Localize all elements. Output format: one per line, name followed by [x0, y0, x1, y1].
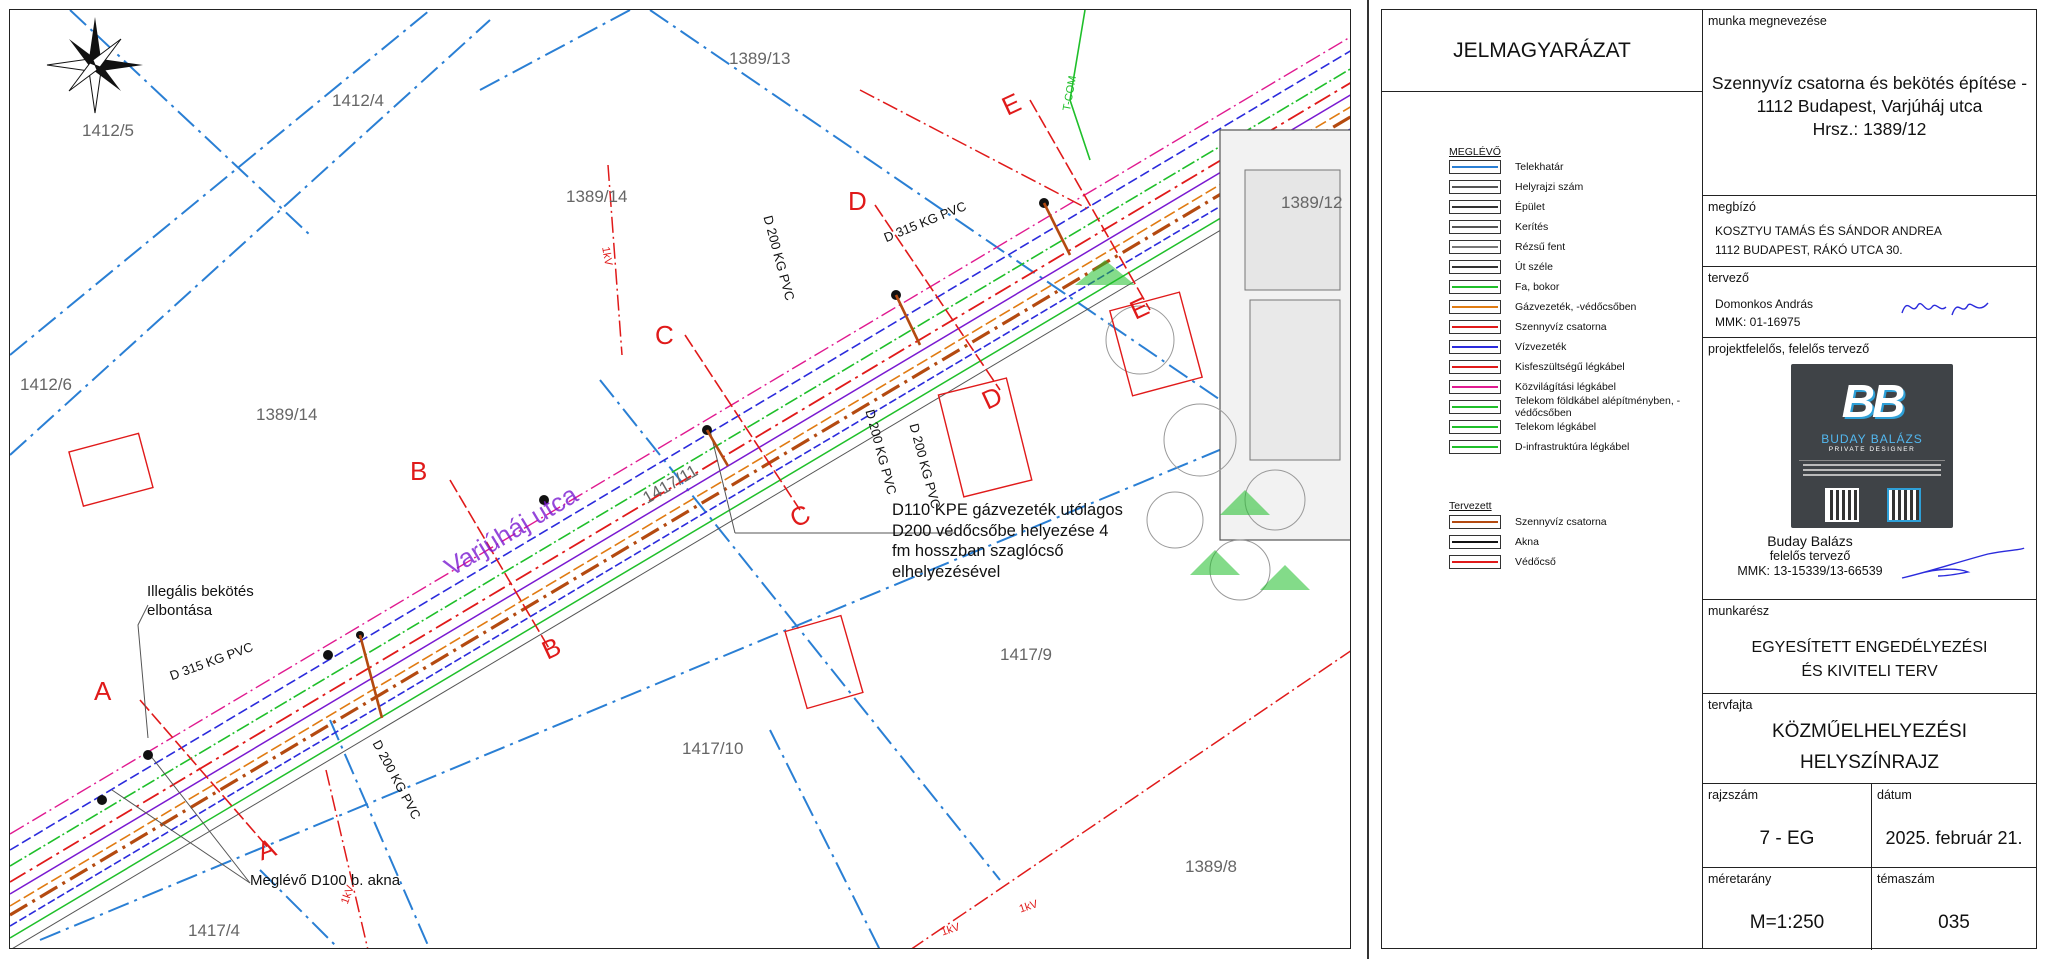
legend-symbol-icon [1449, 300, 1501, 314]
cell-client [1703, 196, 2036, 267]
north-arrow-icon [47, 17, 143, 113]
legend-label: Telekom földkábel alépítményben, -védőcsőben [1515, 395, 1681, 419]
cell-project-lead [1703, 338, 2036, 600]
part-line-1: EGYESÍTETT ENGEDÉLYEZÉSI [1751, 639, 1988, 656]
legend-item [1449, 218, 1548, 236]
note-gas-pipe: D110 KPE gázvezeték utólagos D200 védőcsőbe helyezése 4 fm hosszban szaglócső elhelyezésével [892, 501, 1123, 581]
legend-item [1449, 418, 1596, 436]
legend-title: JELMAGYARÁZAT [1382, 10, 1702, 92]
note-existing-manhole: Meglévő D100 b. akna [250, 872, 401, 889]
type-line-2: HELYSZÍNRAJZ [1799, 752, 1939, 773]
legend-item [1449, 395, 1702, 419]
legend-label: Út széle [1515, 261, 1553, 273]
legend-symbol-icon [1449, 400, 1501, 414]
lead-name: Buday Balázs [1767, 533, 1853, 549]
building-hatch [1220, 130, 1351, 540]
designer-mmk: MMK: 01-16975 [1715, 315, 1801, 329]
client-name: KOSZTYU TAMÁS ÉS SÁNDOR ANDREA [1715, 224, 1942, 238]
lead-signature-icon [1898, 544, 2028, 584]
drawno-caption: rajzszám [1708, 788, 1759, 802]
part-caption: munkarész [1708, 604, 1770, 618]
legend-symbol-icon [1449, 180, 1501, 194]
section-b-start: B [410, 456, 428, 486]
legend-label: Kisfeszültségű légkábel [1515, 361, 1625, 373]
cell-part [1703, 600, 2036, 694]
legend-symbol-icon [1449, 260, 1501, 274]
type-caption: tervfajta [1708, 698, 1753, 712]
legend-label: Vízvezeték [1515, 341, 1567, 353]
pipe-label-d200-top: D 200 KG PVC [760, 213, 798, 303]
note-illegal-connection: Illegális bekötés elbontása [147, 583, 254, 619]
parcel-line [10, 20, 490, 455]
legend-label: Épület [1515, 201, 1545, 213]
parcel-1412-4: 1412/4 [332, 91, 384, 110]
legend-symbol-icon [1449, 280, 1501, 294]
cable-tag: 1kV [339, 883, 357, 906]
drawing-date: 2025. február 21. [1885, 828, 2023, 848]
parcel-1417-4: 1417/4 [188, 921, 240, 940]
legend-planned-heading: Tervezett [1449, 500, 1492, 512]
work-line-2: 1112 Budapest, Varjúháj utca [1756, 96, 1983, 116]
legend-existing-heading: MEGLÉVŐ [1449, 146, 1501, 158]
legend-item [1449, 358, 1625, 376]
utility-corridor [10, 36, 1351, 949]
legend-symbol-icon [1449, 240, 1501, 254]
legend-label: Akna [1515, 536, 1539, 548]
drawing-number: 7 - EG [1759, 828, 1815, 849]
cell-designer [1703, 267, 2036, 338]
section-a-start: A [94, 676, 112, 706]
drawing-scale: M=1:250 [1749, 912, 1825, 933]
topic-caption: témaszám [1877, 872, 1935, 886]
legend-label: Helyrajzi szám [1515, 181, 1584, 193]
legend-label: Telekhatár [1515, 161, 1564, 173]
parcel-1389-12: 1389/12 [1281, 193, 1343, 212]
qr-code-icon [1825, 488, 1859, 522]
legend-panel [1381, 9, 1703, 949]
qr-code-icon [1887, 488, 1921, 522]
section-c-start: C [655, 320, 674, 350]
part-title [1703, 636, 2036, 684]
cable-tag: 1kV [1017, 898, 1040, 916]
pipe-label-d315-upper: D 315 KG PVC [881, 198, 969, 245]
legend-symbol-icon [1449, 360, 1501, 374]
type-line-1: KÖZMŰELHELYEZÉSI [1772, 721, 1967, 742]
scale-caption: méretarány [1708, 872, 1772, 886]
legend-label: Fa, bokor [1515, 281, 1560, 293]
work-line-3: Hrsz.: 1389/12 [1812, 119, 1927, 139]
cable-tag: 1kV [599, 245, 615, 267]
power-cables [326, 86, 1351, 949]
parcel-1389-14-b: 1389/14 [256, 405, 318, 424]
legend-label: Telekom légkábel [1515, 421, 1597, 433]
client-info [1715, 222, 1942, 260]
legend-label: Gázvezeték, -védőcsőben [1515, 301, 1637, 313]
legend-symbol-icon [1449, 515, 1501, 529]
lead-mmk: MMK: 13-15339/13-66539 [1737, 564, 1883, 578]
cell-plan-type [1703, 694, 2036, 784]
site-plan-map[interactable] [9, 9, 1351, 949]
designer-info [1715, 295, 1813, 331]
section-e-end: E [1125, 290, 1154, 326]
section-e-start: E [997, 86, 1026, 122]
legend-symbol-icon [1449, 340, 1501, 354]
legend-symbol-icon [1449, 320, 1501, 334]
parcel-1417-11: 1417/11 [639, 461, 702, 508]
title-block [1703, 9, 2037, 949]
designer-signature-icon [1898, 293, 1993, 323]
work-line-1: Szennyvíz csatorna és bekötés építése - [1711, 73, 2028, 93]
logo-name: BUDAY BALÁZS [1821, 432, 1923, 446]
legend-symbol-icon [1449, 535, 1501, 549]
lead-role: felelős tervező [1769, 549, 1851, 563]
logo-subtitle: PRIVATE DESIGNER [1828, 446, 1916, 453]
sheet-separator [1367, 0, 1369, 959]
legend-symbol-icon [1449, 420, 1501, 434]
legend-label: Közvilágítási légkábel [1515, 381, 1616, 393]
cell-work [1703, 10, 2036, 196]
parcel-1389-14-a: 1389/14 [566, 187, 628, 206]
cell-drawing-number-date [1703, 784, 2036, 868]
legend-symbol-icon [1449, 200, 1501, 214]
legend-symbol-icon [1449, 555, 1501, 569]
legend-symbol-icon [1449, 380, 1501, 394]
parcel-1417-9: 1417/9 [1000, 645, 1052, 664]
client-address: 1112 BUDAPEST, RÁKÓ UTCA 30. [1715, 243, 1903, 257]
parcel-1389-8: 1389/8 [1185, 857, 1237, 876]
legend-item [1449, 533, 1539, 551]
legend-item [1449, 238, 1565, 256]
pipe-label-d315-lower: D 315 KG PVC [167, 639, 255, 684]
cell-scale-topic [1703, 868, 2036, 950]
legend-item [1449, 158, 1563, 176]
legend-label: Kerítés [1515, 221, 1549, 233]
lead-info [1735, 534, 1885, 579]
legend-item [1449, 298, 1636, 316]
section-c-end: C [785, 498, 815, 534]
pipe-label-d200-lower: D 200 KG PVC [369, 737, 424, 822]
legend-item [1449, 338, 1566, 356]
pipe-label-d200-mid-b: D 200 KG PVC [906, 421, 944, 511]
section-d-end: D [977, 380, 1007, 416]
parcel-1389-13: 1389/13 [729, 49, 791, 68]
legend-item [1449, 318, 1607, 336]
section-d-start: D [848, 186, 867, 216]
work-title [1703, 72, 2036, 141]
project-caption: projektfelelős, felelős tervező [1708, 342, 1870, 356]
legend-label: Védőcső [1515, 556, 1556, 568]
legend-item [1449, 258, 1553, 276]
legend-item [1449, 198, 1545, 216]
date-caption: dátum [1877, 788, 1912, 802]
legend-symbol-icon [1449, 440, 1501, 454]
road-name: Varjúháj utca [438, 479, 583, 583]
parcel-line [480, 10, 630, 90]
topic-number: 035 [1938, 912, 1970, 933]
service-connections [360, 203, 1070, 718]
work-caption: munka megnevezése [1708, 14, 1827, 28]
legend-item [1449, 278, 1559, 296]
parcel-1417-10: 1417/10 [682, 739, 744, 758]
existing-box [69, 433, 153, 506]
designer-caption: tervező [1708, 271, 1749, 285]
legend-item [1449, 178, 1583, 196]
legend-label: Szennyvíz csatorna [1515, 516, 1607, 528]
part-line-2: ÉS KIVITELI TERV [1801, 663, 1938, 680]
cable-tag: 1kV [939, 921, 962, 939]
client-caption: megbízó [1708, 200, 1756, 214]
parcel-line [770, 730, 880, 949]
designer-logo-icon: BB BUDAY BALÁZS PRIVATE DESIGNER [1791, 364, 1953, 528]
parcel-line [600, 380, 1000, 880]
type-title [1703, 716, 2036, 778]
legend-item [1449, 378, 1616, 396]
designer-name: Domonkos András [1715, 297, 1814, 311]
legend-item [1449, 513, 1607, 531]
legend-item [1449, 438, 1629, 456]
section-a-end: A [253, 832, 280, 867]
parcel-1412-5: 1412/5 [82, 121, 134, 140]
legend-symbol-icon [1449, 220, 1501, 234]
legend-label: Rézsű fent [1515, 241, 1566, 253]
section-b-end: B [537, 630, 566, 666]
pipe-label-d200-mid-a: D 200 KG PVC [862, 407, 900, 497]
legend-item [1449, 553, 1556, 571]
legend-label: Szennyvíz csatorna [1515, 321, 1607, 333]
legend-symbol-icon [1449, 160, 1501, 174]
parcel-1412-6: 1412/6 [20, 375, 72, 394]
legend-label: D-infrastruktúra légkábel [1515, 441, 1630, 453]
cable-tag: T-COM [1061, 74, 1079, 112]
